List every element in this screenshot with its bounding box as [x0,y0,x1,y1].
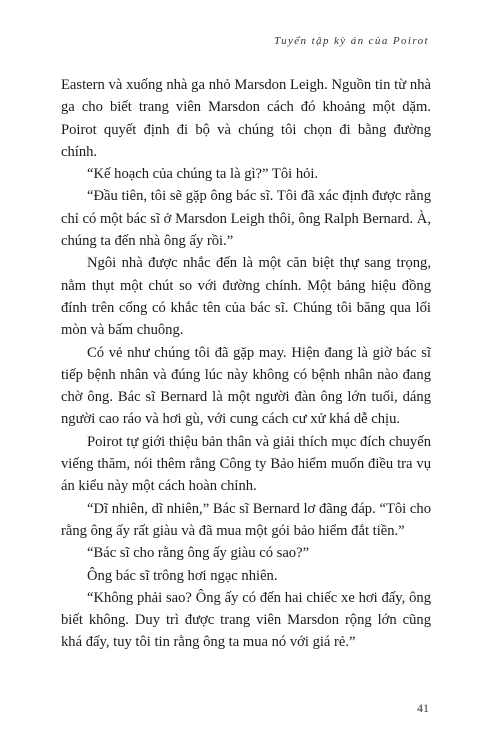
paragraph: “Không phải sao? Ông ấy có đến hai chiếc xe hơi đấy, ông biết không. Duy trì được trang viên Marsdon rộng lớn cũng khá đấy, tuy tôi tin rằng ông ta mua nó với giá rẻ.” [61,589,431,651]
paragraph: “Kế hoạch của chúng ta là gì?” Tôi hỏi. [87,166,319,183]
paragraph: Poirot tự giới thiệu bản thân và giải thích mục đích chuyến viếng thăm, nói thêm rằng Công ty Bảo hiểm muốn điều tra vụ án kiểu này một cách hoàn chỉnh. [61,433,431,495]
paragraph: “Đầu tiên, tôi sẽ gặp ông bác sĩ. Tôi đã xác định được rằng chỉ có một bác sĩ ở Marsdon Leigh thôi, ông Ralph Bernard. À, chúng ta đến nhà ông ấy rồi.” [61,188,431,250]
paragraph: Ông bác sĩ trông hơi ngạc nhiên. [87,567,278,584]
paragraph: Eastern và xuống nhà ga nhỏ Marsdon Leigh. Nguồn tin từ nhà ga cho biết trang viên Marsdon cách đó khoảng một dặm. Poirot quyết định đi bộ và chúng tôi chọn đi bằng đường chính. [61,77,431,160]
page-number: 41 [417,701,429,715]
paragraph: “Dĩ nhiên, dĩ nhiên,” Bác sĩ Bernard lơ đãng đáp. “Tôi cho rằng ông ấy rất giàu và đã mua một gói bảo hiểm đắt tiền.” [61,500,431,539]
paragraph: Ngôi nhà được nhắc đến là một căn biệt thự sang trọng, nằm thụt một chút so với đường chính. Một bảng hiệu đồng đính trên cổng có khắc tên của bác sĩ. Chúng tôi băng qua lối mòn và bấm chuông. [61,255,431,339]
paragraph: Có vẻ như chúng tôi đã gặp may. Hiện đang là giờ bác sĩ tiếp bệnh nhân và đúng lúc này không có bệnh nhân nào đang chờ ông. Bác sĩ Bernard là một người đàn ông lớn tuổi, dáng người cao ráo và hơi gù, với cung cách cư xử khá dễ chịu. [61,344,431,428]
running-header: Tuyển tập kỳ án của Poirot [274,35,429,47]
paragraph: “Bác sĩ cho rằng ông ấy giàu có sao?” [87,545,310,562]
body-text [61,74,431,654]
